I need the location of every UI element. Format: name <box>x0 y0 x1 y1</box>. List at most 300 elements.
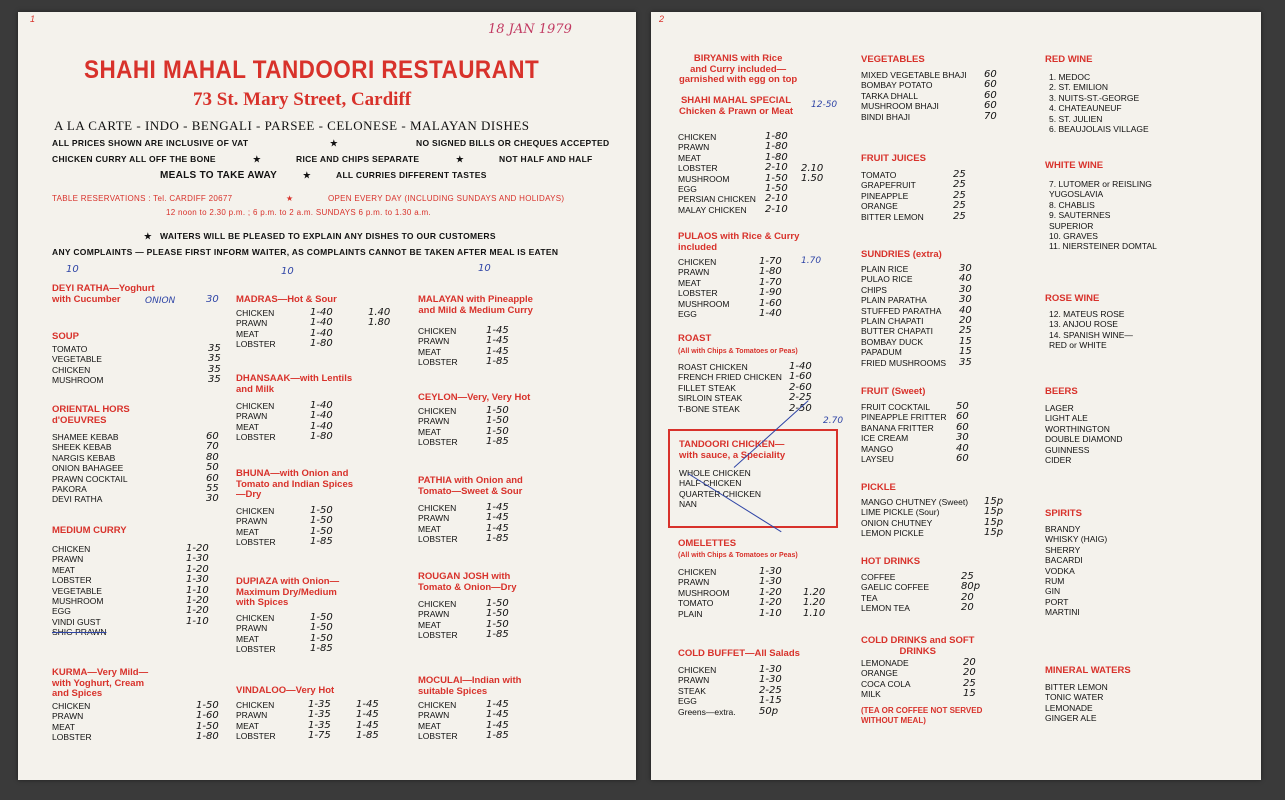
menu-item: 9. SAUTERNES <box>1049 210 1111 221</box>
price-label: 60 <box>956 452 969 464</box>
menu-item: LOBSTER <box>52 732 92 743</box>
price-label: 1-80 <box>765 151 788 163</box>
section-heading-mineral: MINERAL WATERS <box>1045 665 1131 676</box>
price-label: 1-75 <box>308 730 331 742</box>
price-label: 2-50 <box>789 402 812 414</box>
opening-hours: 12 noon to 2.30 p.m. ; 6 p.m. to 2 a.m. SUNDAYS 6 p.m. to 1.30 a.m. <box>166 208 431 217</box>
extra-price-list-omelettes <box>803 588 825 619</box>
menu-item: PAPADUM <box>861 347 902 358</box>
item-list-fruit <box>861 402 947 464</box>
price-list-special <box>765 132 788 215</box>
menu-item: SHEEK KEBAB <box>52 442 112 453</box>
menu-item: LOBSTER <box>418 534 458 545</box>
item-list-sundries <box>861 264 946 368</box>
menu-item: LEMONADE <box>861 658 909 668</box>
star-icon: ★ <box>144 231 152 241</box>
menu-item: CHICKEN <box>418 326 457 336</box>
section-heading-buffet: COLD BUFFET—All Salads <box>678 648 800 659</box>
section-heading-omelettes: OMELETTES <box>678 538 737 549</box>
menu-item: TOMATO <box>678 598 714 609</box>
price-label: 1.80 <box>368 317 391 329</box>
item-list-pickle <box>861 497 968 539</box>
price-label: 15p <box>984 506 1004 518</box>
price-label: 1-40 <box>759 307 782 319</box>
item-list-omelettes <box>678 567 729 619</box>
menu-item: MUSHROOM BHAJI <box>861 101 939 112</box>
price-label: 2-25 <box>759 684 782 696</box>
price-list-vindaloo <box>308 700 331 742</box>
price-list-sundries <box>959 264 972 368</box>
menu-item: MEAT <box>236 720 259 731</box>
price-list-oriental <box>206 432 219 505</box>
price-label: 1-45 <box>356 709 379 721</box>
notice-curries: ALL CURRIES DIFFERENT TASTES <box>336 170 487 180</box>
section-heading-sundries: SUNDRIES (extra) <box>861 249 942 260</box>
menu-item: HALF CHICKEN <box>679 478 742 489</box>
price-label: 80p <box>961 581 981 593</box>
extra-price-list-vindaloo <box>356 700 379 742</box>
menu-item: CHICKEN <box>418 406 457 416</box>
price-label: 60 <box>984 69 997 80</box>
section-heading-fruit: FRUIT (Sweet) <box>861 386 926 397</box>
restaurant-title: SHAHI MAHAL TANDOORI RESTAURANT <box>84 56 540 84</box>
item-list-medium <box>52 544 106 638</box>
price-label: 1-85 <box>486 730 509 742</box>
price-label: 2-10 <box>765 203 788 215</box>
menu-item: PRAWN <box>236 318 268 329</box>
price-list-bhuna <box>310 506 333 548</box>
menu-item: PLAIN RICE <box>861 264 909 274</box>
price-label: 1-45 <box>486 522 509 534</box>
price-label: 1-50 <box>310 505 333 516</box>
price-label: 30 <box>959 294 972 306</box>
price-label: 1-85 <box>486 533 509 545</box>
price-label: 1-40 <box>789 361 812 372</box>
price-label: 1-85 <box>486 436 509 448</box>
price-label: 1-40 <box>310 410 333 422</box>
menu-item: COFFEE <box>861 572 896 582</box>
menu-item: NAN <box>679 499 697 510</box>
menu-item: Greens—extra. <box>678 706 736 717</box>
menu-item: VODKA <box>1045 565 1075 576</box>
price-label: 1-40 <box>310 420 333 432</box>
price-label: 55 <box>206 482 219 494</box>
menu-item: BOMBAY POTATO <box>861 80 933 91</box>
section-heading-vegetables: VEGETABLES <box>861 54 925 65</box>
section-heading-pathia: PATHIA with Onion and Tomato—Sweet & Sour <box>418 475 523 497</box>
price-label: 1-60 <box>789 371 812 383</box>
item-list-special <box>678 132 756 215</box>
item-list-mineral <box>1045 682 1108 724</box>
section-heading-vindaloo: VINDALOO—Very Hot <box>236 685 335 696</box>
price-label: 1-85 <box>486 629 509 641</box>
item-list-oriental <box>52 432 128 505</box>
price-label: 1-45 <box>486 709 509 721</box>
price-label: 1-30 <box>186 553 209 565</box>
page-mark: 1 <box>30 14 36 24</box>
price-label: 60 <box>984 100 997 112</box>
complaints-note: ANY COMPLAINTS — PLEASE FIRST INFORM WAITER, AS COMPLAINTS CANNOT BE TAKEN AFTER MEAL IS EATEN <box>52 247 559 257</box>
price-list-madras <box>310 308 333 350</box>
item-list-vegetables <box>861 70 967 122</box>
menu-item: MEAT <box>52 564 75 575</box>
price-label: 2-10 <box>765 193 788 205</box>
menu-item: CHICKEN <box>418 599 457 609</box>
price-label: 1-10 <box>186 615 209 627</box>
price-label: 1-50 <box>310 622 333 634</box>
section-heading-deyi: DEYI RATHA—Yoghurt with Cucumber <box>52 283 155 305</box>
menu-item: LOBSTER <box>678 288 718 299</box>
price-label: 1-20 <box>186 605 209 617</box>
item-list-vindaloo <box>236 700 276 742</box>
section-subheading-roast: (All with Chips & Tomatoes or Peas) <box>678 348 798 355</box>
section-heading-pickle: PICKLE <box>861 482 896 493</box>
menu-item: LEMON PICKLE <box>861 528 924 539</box>
menu-item: NARGIS KEBAB <box>52 452 116 463</box>
price-list-kurma <box>196 701 219 743</box>
cuisine-line: A LA CARTE - INDO - BENGALI - PARSEE - CELONESE - MALAYAN DISHES <box>54 118 530 133</box>
section-heading-juices: FRUIT JUICES <box>861 153 926 164</box>
menu-item: COCA COLA <box>861 678 911 689</box>
cold-drinks-note: (TEA OR COFFEE NOT SERVED WITHOUT MEAL) <box>861 706 983 725</box>
menu-item: CHICKEN <box>418 700 457 710</box>
menu-item: CHICKEN <box>236 700 275 710</box>
price-label: 25 <box>959 325 972 337</box>
price-label: 1-50 <box>486 415 509 427</box>
price-label: 2-10 <box>765 162 788 174</box>
menu-item: QUARTER CHICKEN <box>679 488 762 499</box>
menu-item: LEMON TEA <box>861 603 910 614</box>
price-label: 1-35 <box>308 699 331 710</box>
price-label: 1-50 <box>310 525 333 537</box>
price-label: 1-20 <box>759 586 782 598</box>
price-list-vegetables <box>984 70 997 122</box>
section-heading-white-wine: WHITE WINE <box>1045 160 1104 171</box>
menu-item: WHOLE CHICKEN <box>679 468 751 478</box>
notice-vat: ALL PRICES SHOWN ARE INCLUSIVE OF VAT <box>52 138 249 148</box>
price-label: 25 <box>953 169 966 180</box>
extra-price-list-madras <box>368 308 390 329</box>
menu-item: RED or WHITE <box>1049 340 1107 351</box>
price-label: 1-30 <box>186 574 209 586</box>
menu-item: PRAWN <box>418 416 450 427</box>
menu-item: 12. MATEUS ROSE <box>1049 309 1125 319</box>
menu-item: MUSHROOM <box>678 173 730 184</box>
section-heading-ceylon: CEYLON—Very, Very Hot <box>418 392 531 403</box>
price-label: 15p <box>984 527 1004 539</box>
menu-item: TARKA DHALL <box>861 90 919 101</box>
menu-item: ROAST CHICKEN <box>678 362 748 372</box>
item-list-beers <box>1045 403 1122 465</box>
item-list-madras <box>236 308 276 350</box>
price-list-rougan <box>486 599 509 641</box>
price-list-medium <box>186 544 209 638</box>
section-heading-rougan: ROUGAN JOSH with Tomato & Onion—Dry <box>418 571 517 593</box>
item-list-rose-wine <box>1049 309 1133 351</box>
menu-item: MEAT <box>418 619 441 630</box>
menu-item: LOBSTER <box>236 731 276 742</box>
menu-item: CHIPS <box>861 284 887 295</box>
price-label: 35 <box>959 356 972 368</box>
section-heading-bhuna: BHUNA—with Onion and Tomato and Indian Spices —Dry <box>236 468 354 500</box>
price-list-cold <box>963 658 976 700</box>
price-label: 1.20 <box>803 587 826 598</box>
menu-item: LOBSTER <box>236 339 276 350</box>
price-label: 1-45 <box>356 699 379 710</box>
menu-item: VEGETABLE <box>52 354 102 365</box>
section-heading-madras: MADRAS—Hot & Sour <box>236 294 337 305</box>
price-label: 1-35 <box>308 709 331 721</box>
menu-item: LAYSEU <box>861 453 894 464</box>
section-heading-hot: HOT DRINKS <box>861 556 921 567</box>
menu-item: CHICKEN <box>52 701 91 711</box>
price-label: 25 <box>963 677 976 689</box>
menu-item: CHICKEN <box>236 506 275 516</box>
price-label: 1-60 <box>196 710 219 722</box>
price-list-hot <box>961 572 980 614</box>
section-heading-pulaos: PULAOS with Rice & Curry included <box>678 231 800 253</box>
price-label: 1.50 <box>801 173 824 185</box>
menu-item: 11. NIERSTEINER DOMTAL <box>1049 241 1157 252</box>
menu-item: PRAWN <box>52 554 84 565</box>
menu-item: 2. ST. EMILION <box>1049 82 1109 93</box>
price-label: 25 <box>953 210 966 222</box>
hand-note: 2.70 <box>823 416 844 426</box>
price-list-pulaos <box>759 257 782 319</box>
price-label: 1-50 <box>310 612 333 623</box>
section-heading-oriental: ORIENTAL HORS d'OEUVRES <box>52 404 130 426</box>
item-list-roast <box>678 362 782 414</box>
price-list-malayan <box>486 326 509 368</box>
price-label: 35 <box>208 363 221 375</box>
price-label: 2.10 <box>801 163 824 174</box>
menu-item: 8. CHABLIS <box>1049 199 1095 210</box>
menu-item: GAELIC COFFEE <box>861 582 930 593</box>
menu-item: PERSIAN CHICKEN <box>678 194 756 205</box>
menu-item: SHERRY <box>1045 544 1081 555</box>
price-label: 1-30 <box>759 576 782 588</box>
menu-item: BRANDY <box>1045 524 1081 534</box>
price-label: 60 <box>206 472 219 484</box>
price-label: 1-80 <box>196 731 219 743</box>
menu-item: LOBSTER <box>236 537 276 548</box>
menu-item: MEAT <box>678 277 701 288</box>
price-label: 1-85 <box>356 730 379 742</box>
menu-item: ORANGE <box>861 668 898 679</box>
menu-item: PLAIN <box>678 608 703 619</box>
menu-item: BANANA FRITTER <box>861 422 934 433</box>
price-label: 15 <box>959 335 972 347</box>
price-label: 1-50 <box>486 618 509 630</box>
date-stamp: 18 JAN 1979 <box>488 22 572 37</box>
notice-cheques: NO SIGNED BILLS OR CHEQUES ACCEPTED <box>416 138 610 148</box>
menu-item: EGG <box>678 183 697 194</box>
notice-chicken: CHICKEN CURRY ALL OFF THE BONE <box>52 154 216 164</box>
menu-item: FILLET STEAK <box>678 382 736 393</box>
menu-item: MARTINI <box>1045 607 1080 618</box>
price-label: 1-45 <box>486 502 509 513</box>
price-label: 1-45 <box>486 719 509 731</box>
item-list-rougan <box>418 599 458 641</box>
price-list-omelettes <box>759 567 782 619</box>
price-label: 60 <box>984 79 997 91</box>
price-label: 30 <box>206 294 219 305</box>
price-label: 80 <box>206 451 219 463</box>
price-label: 60 <box>956 421 969 433</box>
menu-item: VEGETABLE <box>52 585 102 596</box>
menu-item: MILK <box>861 689 881 700</box>
price-label: 1-50 <box>486 425 509 437</box>
menu-item: FRUIT COCKTAIL <box>861 402 931 412</box>
menu-item: CHICKEN <box>678 257 717 267</box>
notice-takeaway: MEALS TO TAKE AWAY <box>160 170 278 181</box>
price-label: 1-45 <box>486 335 509 347</box>
item-list-ceylon <box>418 406 458 448</box>
price-label: 1-80 <box>765 131 788 142</box>
menu-item: PRAWN <box>418 513 450 524</box>
menu-item: DOUBLE DIAMOND <box>1045 434 1123 445</box>
price-label: 1-45 <box>486 699 509 710</box>
menu-item: 10. GRAVES <box>1049 230 1098 241</box>
menu-item: TOMATO <box>861 170 897 180</box>
price-label: 20 <box>961 602 974 614</box>
price-label: 1-50 <box>310 632 333 644</box>
price-label: 1-80 <box>310 338 333 350</box>
hand-note: 10 <box>478 263 491 274</box>
price-label: 50p <box>759 705 779 717</box>
price-label: 60 <box>956 411 969 423</box>
price-label: 1-80 <box>759 266 782 278</box>
hand-note: 10 <box>281 266 294 277</box>
price-label <box>186 627 209 637</box>
menu-item: 4. CHATEAUNEUF <box>1049 103 1122 114</box>
menu-item: MEAT <box>418 346 441 357</box>
section-heading-medium: MEDIUM CURRY <box>52 525 127 536</box>
price-label: 1-20 <box>759 597 782 609</box>
menu-item: PAKORA <box>52 483 87 494</box>
menu-item: MUSHROOM <box>678 298 730 309</box>
item-list-dhansaak <box>236 401 276 443</box>
page-mark: 2 <box>659 14 665 24</box>
price-label: 1-45 <box>486 325 509 336</box>
price-label: 60 <box>206 431 219 442</box>
opening-days: OPEN EVERY DAY (INCLUDING SUNDAYS AND HOLIDAYS) <box>328 194 565 203</box>
menu-item: ORANGE <box>861 201 898 212</box>
menu-item: LIME PICKLE (Sour) <box>861 507 940 518</box>
menu-item: PRAWN <box>678 577 710 588</box>
menu-item: LOBSTER <box>52 575 92 586</box>
price-list-buffet <box>759 665 782 717</box>
menu-item: CHICKEN <box>52 364 91 375</box>
menu-item: MEAT <box>418 523 441 534</box>
menu-item: SHIG PRAWN <box>52 627 107 638</box>
menu-item: LOBSTER <box>236 432 276 443</box>
menu-item: MALAY CHICKEN <box>678 204 747 215</box>
price-label: 1-35 <box>308 719 331 731</box>
price-label: 30 <box>956 432 969 444</box>
menu-item: ONION BAHAGEE <box>52 463 124 474</box>
menu-item: PINEAPPLE <box>861 190 909 201</box>
menu-item: TONIC WATER <box>1045 692 1104 703</box>
item-list-pulaos <box>678 257 729 319</box>
price-label: 2-25 <box>789 392 812 404</box>
menu-item: EGG <box>678 696 697 707</box>
extra-price-list-special <box>801 164 823 185</box>
menu-item: MUSHROOM <box>52 375 104 386</box>
menu-item: PRAWN <box>236 411 268 422</box>
menu-item: PRAWN <box>418 609 450 620</box>
menu-item: GIN <box>1045 586 1061 597</box>
menu-item: LOBSTER <box>418 731 458 742</box>
section-heading-soup: SOUP <box>52 331 79 342</box>
menu-item: PULAO RICE <box>861 274 913 285</box>
menu-item: PRAWN COCKTAIL <box>52 473 128 484</box>
price-label: 40 <box>959 304 972 316</box>
price-label: 1-60 <box>759 297 782 309</box>
price-label: 30 <box>206 493 219 505</box>
section-heading-kurma: KURMA—Very Mild— with Yoghurt, Cream and Spices <box>52 667 149 699</box>
price-label: 1-80 <box>765 141 788 153</box>
price-label: 1-50 <box>196 700 219 711</box>
menu-item: MUSHROOM <box>678 587 730 598</box>
star-icon: ★ <box>330 138 338 148</box>
star-icon: ★ <box>456 154 464 164</box>
item-list-juices <box>861 170 924 222</box>
price-list-juices <box>953 170 966 222</box>
price-label: 15p <box>984 496 1004 507</box>
price-list-fruit <box>956 402 969 464</box>
price-label: 1-10 <box>759 607 782 619</box>
price-label: 1-70 <box>759 276 782 288</box>
waiters-note: WAITERS WILL BE PLEASED TO EXPLAIN ANY DISHES TO OUR CUSTOMERS <box>160 231 496 241</box>
price-label: 70 <box>984 110 997 122</box>
menu-item: MANGO CHUTNEY (Sweet) <box>861 497 969 507</box>
section-heading-dhansaak: DHANSAAK—with Lentils and Milk <box>236 373 353 395</box>
menu-item: MEAT <box>418 426 441 437</box>
menu-item: DEVI RATHA <box>52 494 103 505</box>
menu-item: EGG <box>52 606 71 617</box>
price-label: 15 <box>963 688 976 700</box>
price-label: 35 <box>208 353 221 365</box>
price-label: 1-45 <box>486 512 509 524</box>
price-label: 40 <box>956 442 969 454</box>
price-label: 70 <box>206 441 219 453</box>
section-heading-dupiaza: DUPIAZA with Onion— Maximum Dry/Medium with Spices <box>236 576 340 608</box>
restaurant-address: 73 St. Mary Street, Cardiff <box>193 89 412 110</box>
section-heading-tandoori: TANDOORI CHICKEN— with sauce, a Speciality <box>679 439 786 461</box>
section-heading-red-wine: RED WINE <box>1045 54 1093 65</box>
menu-item: STUFFED PARATHA <box>861 305 942 316</box>
menu-item: MEAT <box>52 721 75 732</box>
menu-item: LOBSTER <box>418 437 458 448</box>
item-list-buffet <box>678 665 736 717</box>
price-label: 1-20 <box>186 543 209 554</box>
price-label: 25 <box>953 189 966 201</box>
item-list-pathia <box>418 503 458 545</box>
menu-item: CHICKEN <box>678 567 717 577</box>
price-list-pickle <box>984 497 1003 539</box>
price-label: 25 <box>953 179 966 191</box>
price-label: 1.10 <box>803 607 826 619</box>
price-label: 1-30 <box>759 664 782 675</box>
menu-item: WORTHINGTON <box>1045 423 1110 434</box>
menu-item: SIRLOIN STEAK <box>678 393 743 404</box>
menu-item: FRIED MUSHROOMS <box>861 357 946 368</box>
menu-item: LOBSTER <box>418 630 458 641</box>
menu-item: GINGER ALE <box>1045 713 1097 724</box>
price-label: 1-30 <box>759 674 782 686</box>
price-label: 1-50 <box>486 598 509 609</box>
